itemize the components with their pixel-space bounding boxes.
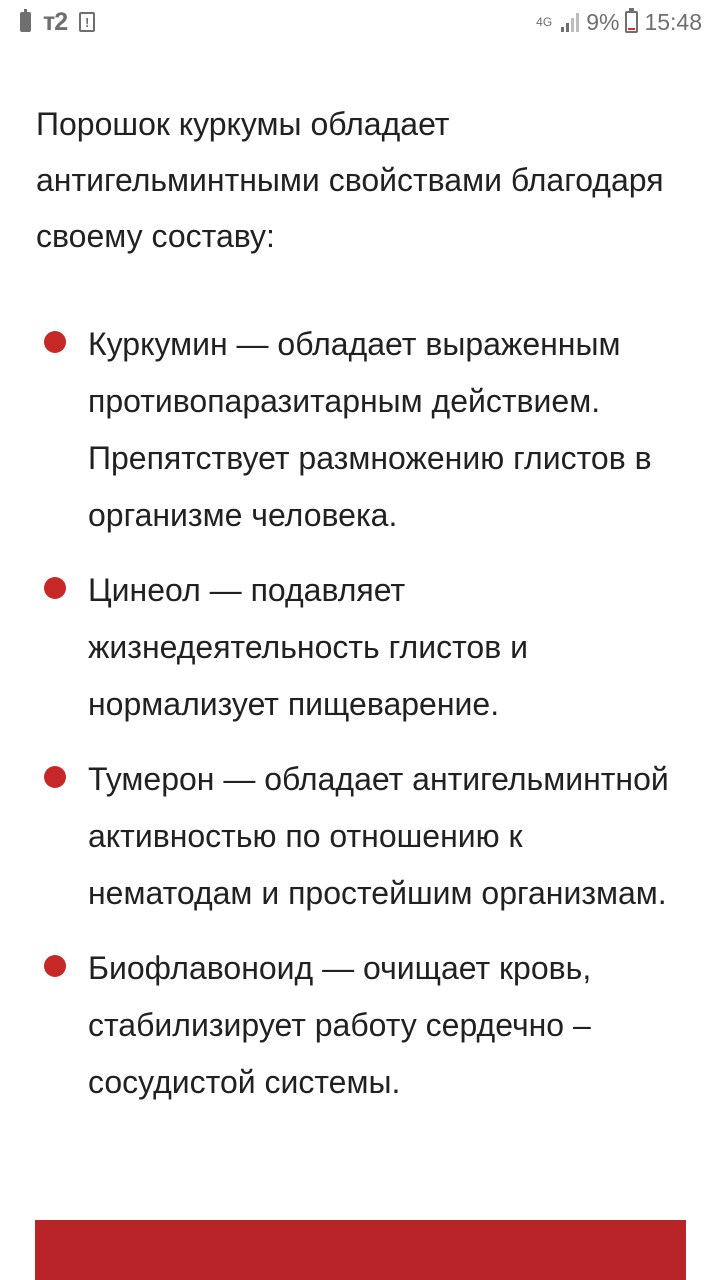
carrier-label: т2 bbox=[43, 7, 68, 36]
signal-icon bbox=[560, 12, 580, 32]
battery-icon bbox=[625, 11, 638, 33]
list-item-text: Цинеол — подавляет жизнедеятельность глистов и нормализует пищеварение. bbox=[88, 572, 528, 722]
bullet-icon bbox=[44, 766, 66, 788]
list-item bbox=[0, 562, 720, 733]
clock: 15:48 bbox=[644, 8, 702, 35]
status-right-icons bbox=[536, 8, 702, 36]
cta-banner[interactable] bbox=[35, 1220, 686, 1280]
list-item-text: Куркумин — обладает выраженным противопаразитарным действием. Препятствует размножению глистов в организме человека. bbox=[88, 326, 652, 533]
bullet-icon bbox=[44, 331, 66, 353]
alert-icon: ! bbox=[79, 12, 95, 32]
status-left-icons bbox=[20, 8, 95, 36]
network-type: 4G bbox=[536, 15, 553, 29]
list-item-text: Тумерон — обладает антигельминтной активностью по отношению к нематодам и простейшим организмам. bbox=[88, 761, 669, 911]
status-bar bbox=[0, 0, 720, 44]
bullet-icon bbox=[44, 955, 66, 977]
intro-paragraph: Порошок куркумы обладает антигельминтными свойствами благодаря своему составу: bbox=[36, 106, 664, 254]
list-item bbox=[0, 940, 720, 1111]
ingredients-list bbox=[0, 316, 720, 1129]
list-item-text: Биофлавоноид — очищает кровь, стабилизирует работу сердечно – сосудистой системы. bbox=[88, 950, 592, 1100]
battery-percent: 9% bbox=[586, 8, 620, 35]
battery-saver-icon bbox=[20, 12, 31, 32]
list-item bbox=[0, 316, 720, 544]
list-item bbox=[0, 751, 720, 922]
bullet-icon bbox=[44, 577, 66, 599]
